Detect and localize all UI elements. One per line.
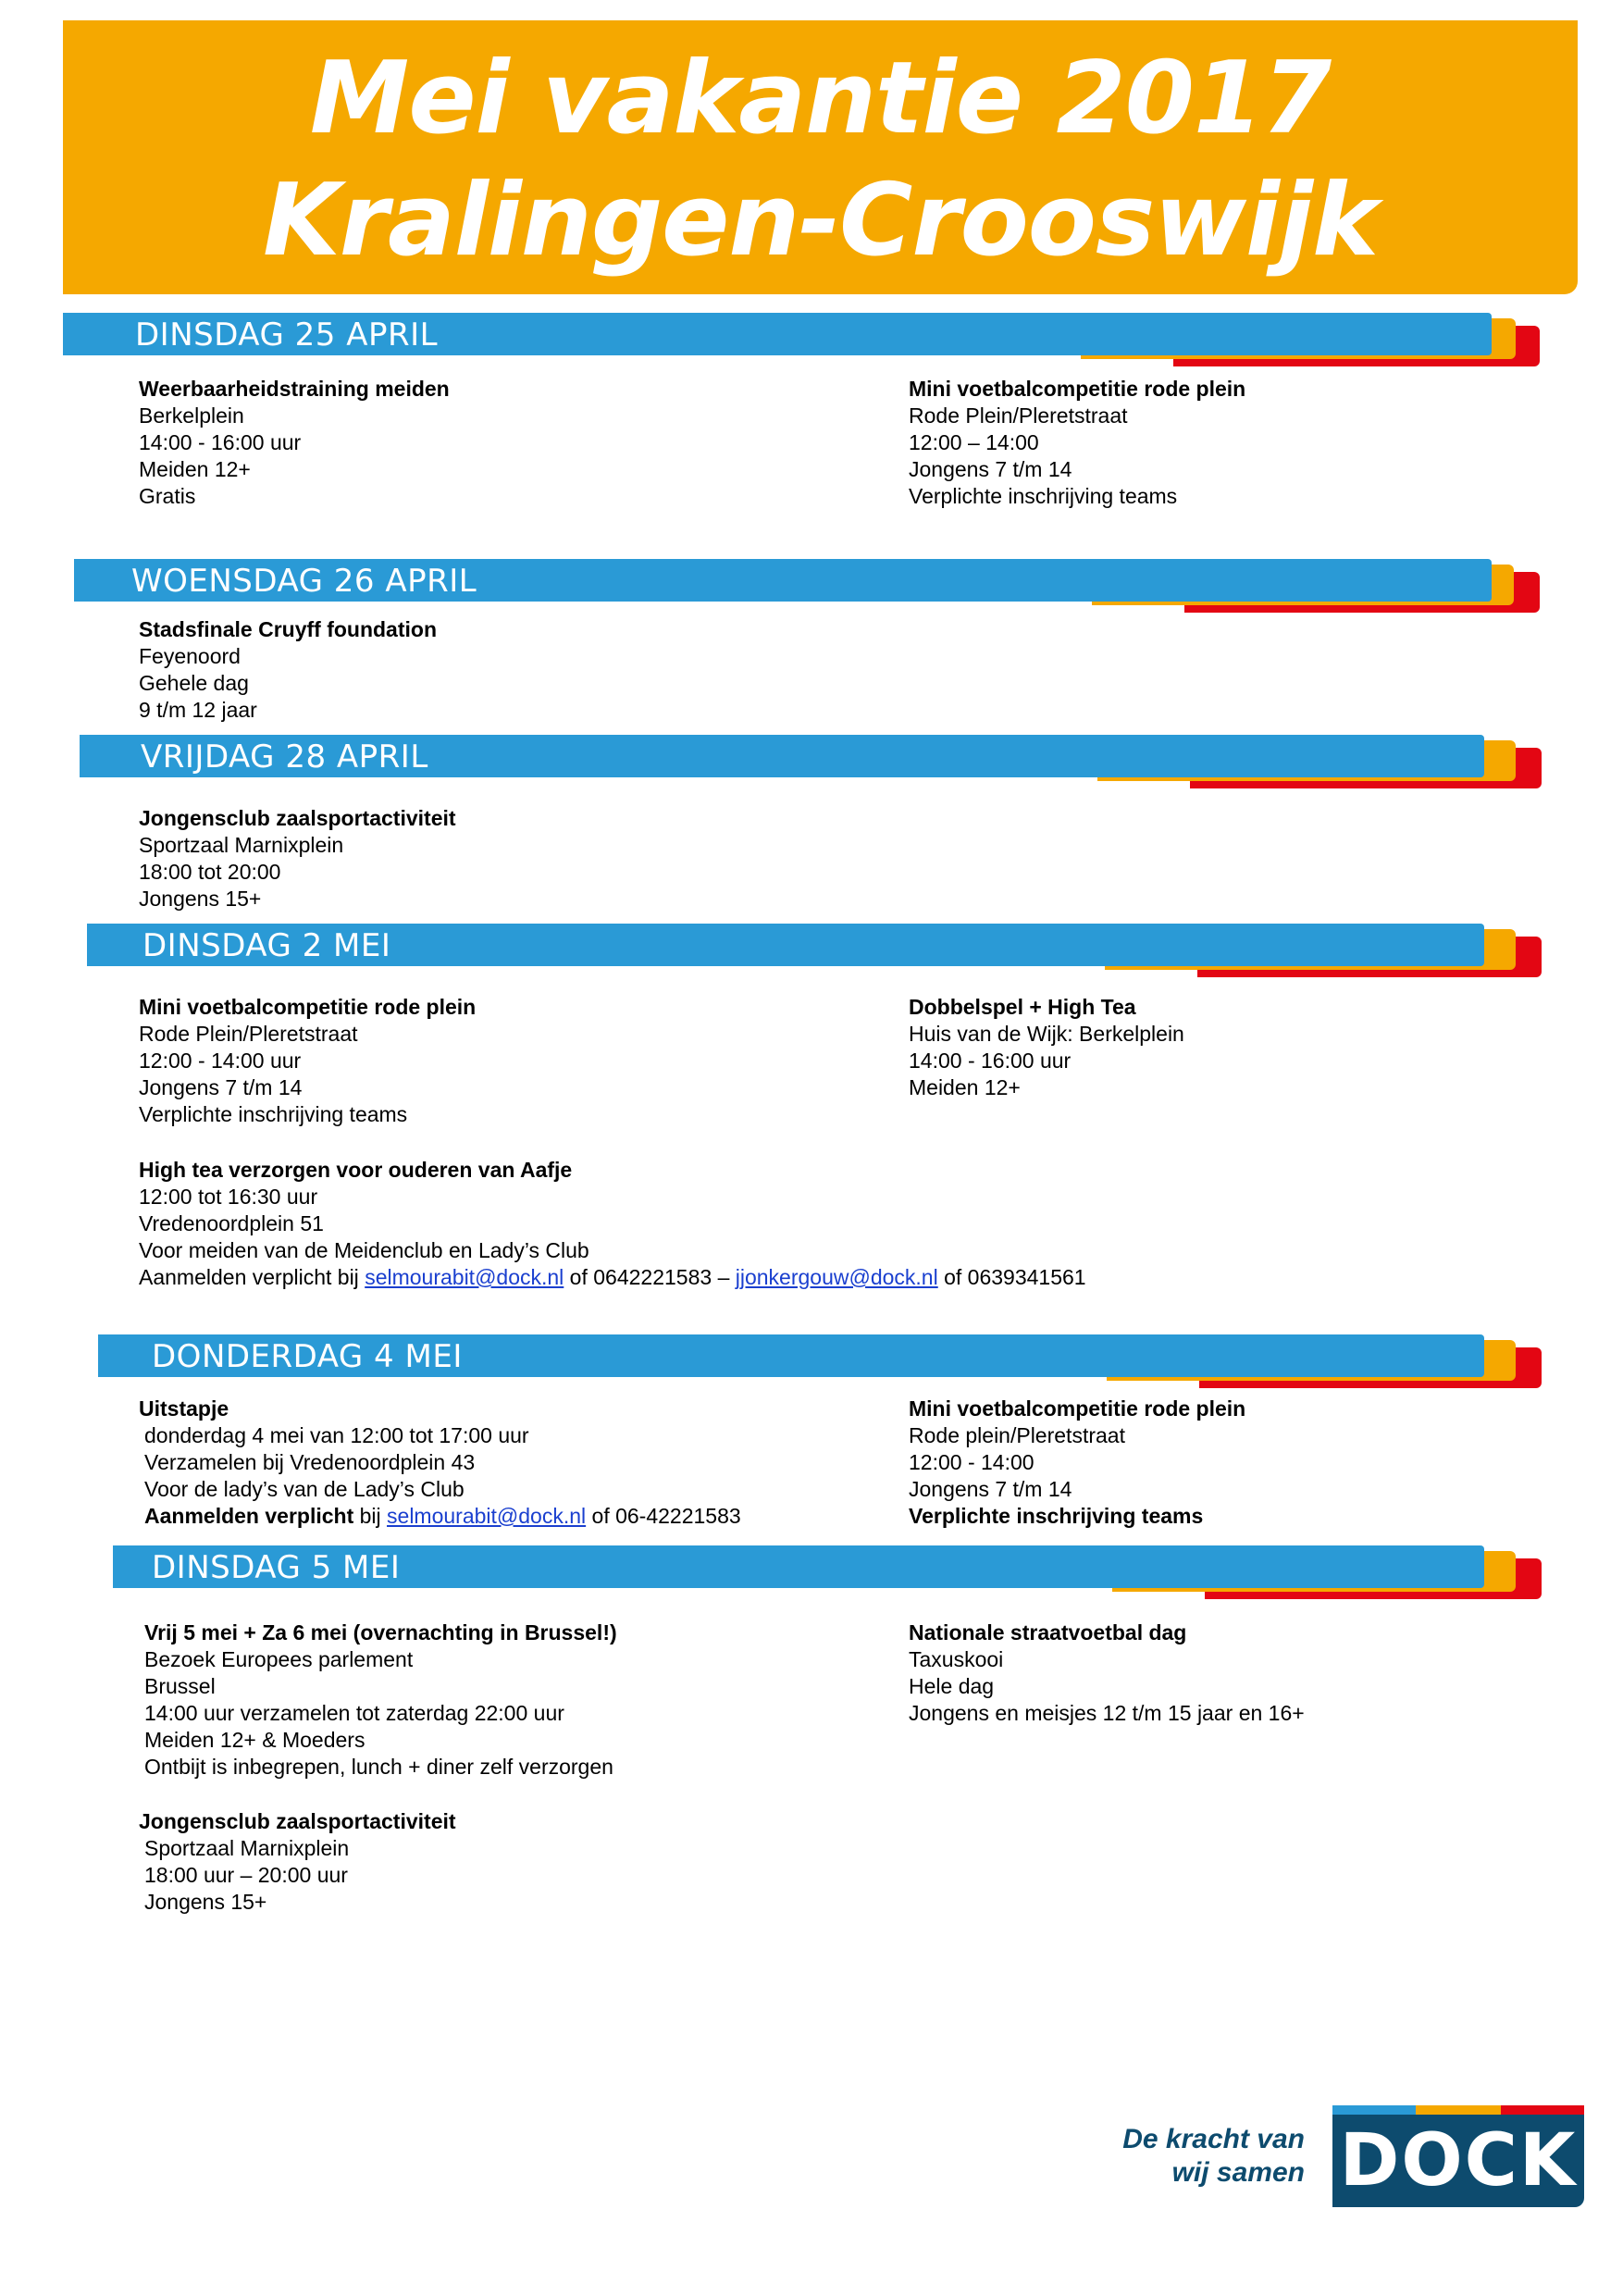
day-label: DONDERDAG 4 MEI [152,1338,463,1375]
page-title: Mei vakantie 2017 [309,41,1332,156]
day-label: DINSDAG 25 APRIL [135,316,439,354]
logo-stripes [1332,2105,1584,2115]
day-label: DINSDAG 5 MEI [152,1549,401,1586]
event-high-tea-aafje: High tea verzorgen voor ouderen van Aafje 12:00 tot 16:30 uur Vredenoordplein 51 Voor meiden van de Meidenclub en Lady’s Club Aanmelden verplicht bij selmourabit@dock.nl of 0642221583 – jjonkergouw@dock.nl of 0639341561 [139,1158,1086,1289]
event-dobbelspel: Dobbelspel + High Tea Huis van de Wijk: Berkelplein 14:00 - 16:00 uur Meiden 12+ [909,995,1184,1099]
dock-logo: DOCK [1332,2115,1584,2207]
event-weerbaarheidstraining: Weerbaarheidstraining meiden Berkelplein 14:00 - 16:00 uur Meiden 12+ Gratis [139,377,450,508]
event-jongensclub-2: Jongensclub zaalsportactiviteit Sportzaal Marnixplein 18:00 uur – 20:00 uur Jongens 15+ [139,1809,456,1914]
page-subtitle: Kralingen-Crooswijk [263,163,1378,279]
day-band-1 [63,313,1540,368]
day-label: VRIJDAG 28 APRIL [141,738,428,776]
event-mini-voetbal-2: Mini voetbalcompetitie rode plein Rode Plein/Pleretstraat 12:00 - 14:00 uur Jongens 7 t/m 14 Verplichte inschrijving teams [139,995,477,1126]
day-band-5 [98,1334,1542,1390]
event-mini-voetbal-3: Mini voetbalcompetitie rode plein Rode plein/Pleretstraat 12:00 - 14:00 Jongens 7 t/m 14 Verplichte inschrijving teams [909,1396,1246,1528]
day-band-4 [87,924,1542,979]
event-straatvoetbal: Nationale straatvoetbal dag Taxuskooi Hele dag Jongens en meisjes 12 t/m 15 jaar en 16+ [909,1620,1305,1725]
footer-tagline: De kracht van wij samen [1122,2124,1305,2188]
event-jongensclub-1: Jongensclub zaalsportactiviteit Sportzaal Marnixplein 18:00 tot 20:00 Jongens 15+ [139,806,456,911]
email-link[interactable]: selmourabit@dock.nl [365,1265,564,1289]
event-brussel: Vrij 5 mei + Za 6 mei (overnachting in Brussel!) Bezoek Europees parlement Brussel 14:00 uur verzamelen tot zaterdag 22:00 uur Meiden 12+ & Moeders Ontbijt is inbegrepen, lunch + diner zelf verzorgen [144,1620,617,1779]
day-band-3 [80,735,1542,790]
day-band-6 [113,1545,1542,1601]
event-uitstapje: Uitstapje donderdag 4 mei van 12:00 tot 17:00 uur Verzamelen bij Vredenoordplein 43 Voor de lady’s van de Lady’s Club Aanmelden verplicht bij selmourabit@dock.nl of 06-42221583 [139,1396,741,1528]
email-link[interactable]: selmourabit@dock.nl [387,1504,587,1528]
day-label: DINSDAG 2 MEI [142,927,391,964]
event-stadsfinale: Stadsfinale Cruyff foundation Feyenoord Gehele dag 9 t/m 12 jaar [139,617,437,722]
header-banner [63,20,1578,294]
day-label: WOENSDAG 26 APRIL [131,563,477,600]
event-mini-voetbal-1: Mini voetbalcompetitie rode plein Rode Plein/Pleretstraat 12:00 – 14:00 Jongens 7 t/m 14 Verplichte inschrijving teams [909,377,1246,508]
email-link[interactable]: jjonkergouw@dock.nl [735,1265,938,1289]
day-band-2 [74,559,1540,614]
